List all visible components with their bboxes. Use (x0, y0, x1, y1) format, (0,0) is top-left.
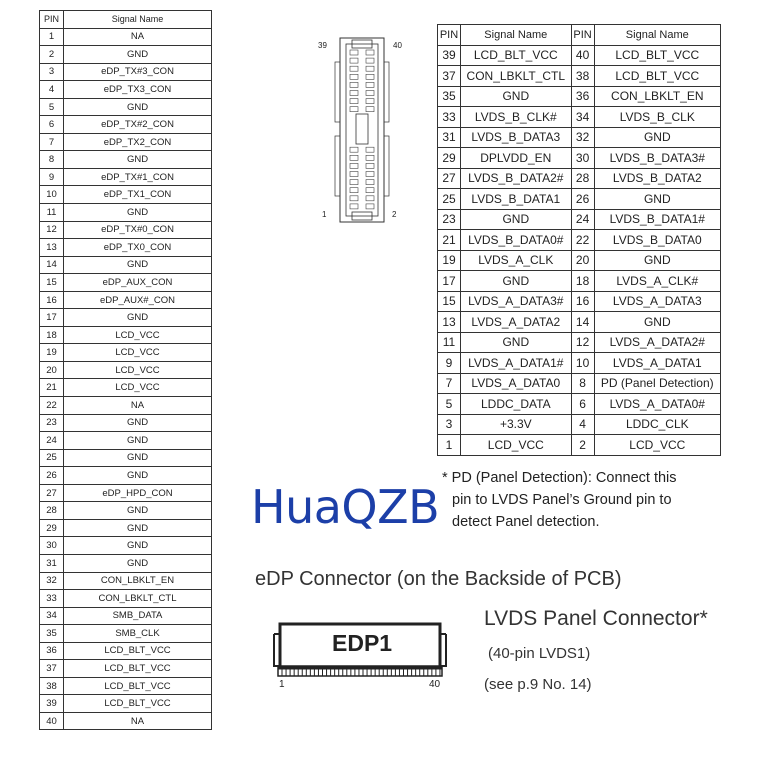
pin-number-cell: 33 (40, 590, 64, 608)
note-line: * PD (Panel Detection): Connect this (442, 470, 677, 486)
table-row (438, 250, 721, 271)
pin-number-cell: 38 (571, 66, 594, 87)
table-row (40, 397, 212, 415)
header-pin-diagram (316, 36, 416, 226)
pin-number-cell: 40 (571, 45, 594, 66)
table-row (40, 186, 212, 204)
table-row (40, 291, 212, 309)
table-row (40, 151, 212, 169)
signal-name-cell: eDP_HPD_CON (64, 484, 212, 502)
header-pin (366, 91, 374, 96)
signal-name-cell: PD (Panel Detection) (594, 373, 720, 394)
connector-pin-end-label: 40 (429, 679, 441, 690)
table-row (438, 373, 721, 394)
signal-name-cell: NA (64, 397, 212, 415)
pin-number-cell: 32 (571, 127, 594, 148)
pin-number-cell: 2 (571, 435, 594, 456)
table-row (40, 414, 212, 432)
pin-number-cell: 27 (40, 484, 64, 502)
signal-name-cell: CON_LBKLT_CTL (64, 590, 212, 608)
pin-number-cell: 19 (438, 250, 461, 271)
table-row (40, 572, 212, 590)
signal-name-cell: DPLVDD_EN (461, 148, 572, 169)
signal-name-cell: LVDS_B_CLK (594, 107, 720, 128)
signal-name-cell: CON_LBKLT_EN (64, 572, 212, 590)
header-pin (366, 172, 374, 177)
table-row (40, 519, 212, 537)
signal-name-cell: LVDS_B_DATA3# (594, 148, 720, 169)
header-pin (366, 82, 374, 87)
pin-number-cell: 30 (571, 148, 594, 169)
table-row (438, 127, 721, 148)
signal-name-cell: GND (64, 98, 212, 116)
signal-name-cell: GND (594, 250, 720, 271)
header-pin (350, 107, 358, 112)
pin-number-cell: 36 (40, 642, 64, 660)
pin-number-cell: 15 (40, 274, 64, 292)
pin-label-bottom-left: 1 (322, 210, 327, 219)
pin-label-bottom-right: 2 (392, 210, 397, 219)
header-pin (366, 196, 374, 201)
table-row (40, 46, 212, 64)
signal-name-cell: GND (594, 127, 720, 148)
header-pin (366, 99, 374, 104)
signal-name-cell: NA (64, 712, 212, 730)
signal-name-cell: LVDS_A_CLK# (594, 271, 720, 292)
header-pin (350, 163, 358, 168)
table-row (40, 204, 212, 222)
table-row (40, 677, 212, 695)
pin-number-cell: 24 (571, 209, 594, 230)
table-row (438, 45, 721, 66)
signal-name-cell: GND (64, 151, 212, 169)
header-pin (350, 188, 358, 193)
signal-name-cell: LVDS_A_DATA3# (461, 291, 572, 312)
pin-number-cell: 39 (438, 45, 461, 66)
table-header-row (438, 25, 721, 46)
table-row (438, 148, 721, 169)
pin-number-cell: 26 (571, 189, 594, 210)
signal-column-header: Signal Name (461, 25, 572, 46)
signal-name-cell: SMB_CLK (64, 625, 212, 643)
pin-number-cell: 19 (40, 344, 64, 362)
table-row (438, 107, 721, 128)
signal-name-cell: LVDS_B_DATA3 (461, 127, 572, 148)
table-row (40, 467, 212, 485)
pin-number-cell: 7 (40, 133, 64, 151)
edp1-label: EDP1 (332, 630, 393, 656)
pin-number-cell: 27 (438, 168, 461, 189)
pin-number-cell: 25 (438, 189, 461, 210)
signal-name-cell: LCD_VCC (64, 326, 212, 344)
signal-name-cell: LCD_VCC (461, 435, 572, 456)
pin-number-cell: 1 (438, 435, 461, 456)
table-row (40, 326, 212, 344)
signal-name-cell: LVDS_B_CLK# (461, 107, 572, 128)
header-pin (350, 204, 358, 209)
table-row (40, 590, 212, 608)
pin-number-cell: 4 (571, 414, 594, 435)
pin-number-cell: 21 (40, 379, 64, 397)
header-pin (366, 107, 374, 112)
signal-name-cell: eDP_AUX_CON (64, 274, 212, 292)
pin-number-cell: 12 (40, 221, 64, 239)
table-row (438, 230, 721, 251)
signal-name-cell: NA (64, 28, 212, 46)
pin-number-cell: 11 (438, 332, 461, 353)
signal-name-cell: CON_LBKLT_EN (594, 86, 720, 107)
pin-number-cell: 35 (40, 625, 64, 643)
pin-label-top-right: 40 (393, 41, 402, 50)
signal-name-cell: LCD_BLT_VCC (64, 660, 212, 678)
pin-number-cell: 4 (40, 81, 64, 99)
signal-name-cell: SMB_DATA (64, 607, 212, 625)
table-row (438, 168, 721, 189)
header-pin (350, 74, 358, 79)
pin-number-cell: 3 (438, 414, 461, 435)
table-row (40, 484, 212, 502)
table-header-row (40, 11, 212, 29)
header-pin (350, 180, 358, 185)
signal-name-cell: eDP_TX#2_CON (64, 116, 212, 134)
signal-name-cell: LVDS_B_DATA0# (461, 230, 572, 251)
header-pin (350, 196, 358, 201)
signal-name-cell: GND (64, 502, 212, 520)
table-row (40, 537, 212, 555)
signal-name-cell: LVDS_B_DATA2# (461, 168, 572, 189)
pin-number-cell: 5 (40, 98, 64, 116)
pin-number-cell: 37 (438, 66, 461, 87)
edp-table-body (40, 28, 212, 730)
signal-name-cell: LVDS_A_DATA0# (594, 394, 720, 415)
pin-number-cell: 20 (571, 250, 594, 271)
signal-name-cell: GND (461, 332, 572, 353)
signal-name-cell: GND (64, 519, 212, 537)
header-pin (350, 147, 358, 152)
signal-name-cell: LVDS_B_DATA2 (594, 168, 720, 189)
table-row (40, 63, 212, 81)
pin-number-cell: 36 (571, 86, 594, 107)
signal-name-cell: eDP_TX1_CON (64, 186, 212, 204)
pin-number-cell: 30 (40, 537, 64, 555)
signal-name-cell: LVDS_A_DATA1# (461, 353, 572, 374)
table-row (438, 332, 721, 353)
table-row (438, 189, 721, 210)
table-row (438, 353, 721, 374)
pin-number-cell: 9 (40, 168, 64, 186)
pin-number-cell: 20 (40, 361, 64, 379)
signal-name-cell: GND (461, 271, 572, 292)
pin-number-cell: 34 (40, 607, 64, 625)
edp-pin-table (39, 10, 212, 730)
header-pin (366, 66, 374, 71)
pin-number-cell: 28 (40, 502, 64, 520)
signal-name-cell: LVDS_B_DATA1 (461, 189, 572, 210)
table-row (40, 256, 212, 274)
header-pin (350, 172, 358, 177)
signal-name-cell: LCD_BLT_VCC (64, 642, 212, 660)
signal-name-cell: LCD_VCC (64, 361, 212, 379)
table-row (40, 712, 212, 730)
signal-name-cell: LCD_VCC (64, 379, 212, 397)
pin-number-cell: 24 (40, 432, 64, 450)
pin-column-header: PIN (438, 25, 461, 46)
pin-number-cell: 7 (438, 373, 461, 394)
table-row (438, 209, 721, 230)
pin-number-cell: 10 (40, 186, 64, 204)
signal-name-cell: GND (64, 467, 212, 485)
signal-column-header: Signal Name (594, 25, 720, 46)
panel-detection-note (442, 467, 677, 533)
pin-number-cell: 8 (40, 151, 64, 169)
signal-name-cell: eDP_TX0_CON (64, 239, 212, 257)
signal-name-cell: LCD_BLT_VCC (594, 66, 720, 87)
pin-number-cell: 31 (40, 554, 64, 572)
note-line: pin to LVDS Panel’s Ground pin to (452, 492, 672, 508)
signal-column-header: Signal Name (64, 11, 212, 29)
signal-name-cell: eDP_TX#1_CON (64, 168, 212, 186)
pin-number-cell: 22 (40, 397, 64, 415)
lvds-connector-title: LVDS Panel Connector* (484, 607, 708, 630)
pin-number-cell: 3 (40, 63, 64, 81)
table-row (40, 695, 212, 713)
header-pin (366, 50, 374, 55)
table-row (40, 133, 212, 151)
table-row (40, 239, 212, 257)
header-pin (350, 58, 358, 63)
pin-number-cell: 13 (40, 239, 64, 257)
table-row (40, 116, 212, 134)
pin-number-cell: 29 (40, 519, 64, 537)
pin-number-cell: 8 (571, 373, 594, 394)
signal-name-cell: LVDS_A_DATA2 (461, 312, 572, 333)
table-row (438, 271, 721, 292)
header-pin (366, 204, 374, 209)
signal-name-cell: LVDS_A_DATA3 (594, 291, 720, 312)
pin-column-header: PIN (571, 25, 594, 46)
pin-number-cell: 32 (40, 572, 64, 590)
pin-number-cell: 18 (40, 326, 64, 344)
table-row (438, 312, 721, 333)
header-pin (366, 58, 374, 63)
table-row (40, 625, 212, 643)
pin-number-cell: 16 (40, 291, 64, 309)
signal-name-cell: GND (64, 432, 212, 450)
pin-number-cell: 26 (40, 467, 64, 485)
pin-number-cell: 6 (40, 116, 64, 134)
signal-name-cell: LVDS_B_DATA1# (594, 209, 720, 230)
signal-name-cell: LVDS_A_DATA2# (594, 332, 720, 353)
pin-number-cell: 15 (438, 291, 461, 312)
lvds-table-body (438, 45, 721, 455)
table-row (438, 291, 721, 312)
header-pin (350, 82, 358, 87)
pin-number-cell: 28 (571, 168, 594, 189)
pin-number-cell: 17 (40, 309, 64, 327)
signal-name-cell: LVDS_A_DATA1 (594, 353, 720, 374)
pin-number-cell: 2 (40, 46, 64, 64)
signal-name-cell: GND (64, 46, 212, 64)
header-pin (366, 155, 374, 160)
table-row (40, 28, 212, 46)
table-row (40, 502, 212, 520)
table-row (40, 660, 212, 678)
table-row (40, 168, 212, 186)
header-pin (366, 188, 374, 193)
lvds-pin-table (437, 24, 721, 456)
pin-number-cell: 22 (571, 230, 594, 251)
table-row (40, 361, 212, 379)
signal-name-cell: GND (461, 86, 572, 107)
pin-number-cell: 40 (40, 712, 64, 730)
header-pin (350, 91, 358, 96)
pin-number-cell: 1 (40, 28, 64, 46)
lvds-connector-reference: (see p.9 No. 14) (484, 676, 592, 693)
pin-number-cell: 10 (571, 353, 594, 374)
signal-name-cell: GND (64, 414, 212, 432)
signal-name-cell: LCD_BLT_VCC (594, 45, 720, 66)
signal-name-cell: LCD_BLT_VCC (64, 677, 212, 695)
pin-number-cell: 14 (40, 256, 64, 274)
pin-number-cell: 5 (438, 394, 461, 415)
table-row (40, 554, 212, 572)
pin-number-cell: 29 (438, 148, 461, 169)
pin-number-cell: 21 (438, 230, 461, 251)
signal-name-cell: GND (64, 256, 212, 274)
pin-label-top-left: 39 (318, 41, 327, 50)
signal-name-cell: eDP_TX2_CON (64, 133, 212, 151)
pin-number-cell: 13 (438, 312, 461, 333)
pin-number-cell: 31 (438, 127, 461, 148)
table-row (40, 344, 212, 362)
signal-name-cell: GND (64, 537, 212, 555)
header-pin (366, 180, 374, 185)
pin-number-cell: 14 (571, 312, 594, 333)
pin-number-cell: 38 (40, 677, 64, 695)
pin-number-cell: 35 (438, 86, 461, 107)
signal-name-cell: LVDS_B_DATA0 (594, 230, 720, 251)
pin-number-cell: 39 (40, 695, 64, 713)
table-row (40, 221, 212, 239)
table-row (40, 379, 212, 397)
table-row (40, 98, 212, 116)
pin-number-cell: 34 (571, 107, 594, 128)
signal-name-cell: LDDC_CLK (594, 414, 720, 435)
table-row (438, 66, 721, 87)
table-row (40, 309, 212, 327)
signal-name-cell: LCD_BLT_VCC (64, 695, 212, 713)
pin-column-header: PIN (40, 11, 64, 29)
signal-name-cell: eDP_TX#0_CON (64, 221, 212, 239)
lvds-connector-subtitle: (40-pin LVDS1) (488, 645, 591, 662)
table-row (40, 274, 212, 292)
pin-number-cell: 17 (438, 271, 461, 292)
pin-number-cell: 9 (438, 353, 461, 374)
connector-pin-start-label: 1 (279, 679, 285, 690)
signal-name-cell: LCD_VCC (594, 435, 720, 456)
signal-name-cell: LCD_VCC (64, 344, 212, 362)
header-pin (350, 155, 358, 160)
signal-name-cell: eDP_TX3_CON (64, 81, 212, 99)
signal-name-cell: LDDC_DATA (461, 394, 572, 415)
header-pin (366, 74, 374, 79)
signal-name-cell: GND (594, 312, 720, 333)
pin-number-cell: 37 (40, 660, 64, 678)
pin-number-cell: 18 (571, 271, 594, 292)
table-row (438, 86, 721, 107)
note-line: detect Panel detection. (452, 514, 600, 530)
signal-name-cell: eDP_AUX#_CON (64, 291, 212, 309)
edp-connector-title: eDP Connector (on the Backside of PCB) (255, 568, 622, 590)
pin-number-cell: 33 (438, 107, 461, 128)
pin-number-cell: 23 (40, 414, 64, 432)
pin-number-cell: 12 (571, 332, 594, 353)
table-row (40, 449, 212, 467)
signal-name-cell: GND (64, 449, 212, 467)
table-row (438, 414, 721, 435)
header-pin (350, 50, 358, 55)
signal-name-cell: GND (64, 309, 212, 327)
pin-number-cell: 25 (40, 449, 64, 467)
pin-number-cell: 6 (571, 394, 594, 415)
pin-number-cell: 16 (571, 291, 594, 312)
pin-number-cell: 11 (40, 204, 64, 222)
table-row (438, 394, 721, 415)
table-row (438, 435, 721, 456)
header-pin (350, 66, 358, 71)
header-pin (366, 147, 374, 152)
table-row (40, 607, 212, 625)
header-pin (366, 163, 374, 168)
signal-name-cell: LCD_BLT_VCC (461, 45, 572, 66)
signal-name-cell: GND (461, 209, 572, 230)
signal-name-cell: LVDS_A_CLK (461, 250, 572, 271)
table-row (40, 432, 212, 450)
signal-name-cell: +3.3V (461, 414, 572, 435)
header-pin (350, 99, 358, 104)
signal-name-cell: LVDS_A_DATA0 (461, 373, 572, 394)
signal-name-cell: GND (64, 554, 212, 572)
table-row (40, 81, 212, 99)
signal-name-cell: CON_LBKLT_CTL (461, 66, 572, 87)
signal-name-cell: eDP_TX#3_CON (64, 63, 212, 81)
table-row (40, 642, 212, 660)
pin-number-cell: 23 (438, 209, 461, 230)
watermark-logo: HuaQZB (251, 480, 440, 534)
signal-name-cell: GND (64, 204, 212, 222)
signal-name-cell: GND (594, 189, 720, 210)
